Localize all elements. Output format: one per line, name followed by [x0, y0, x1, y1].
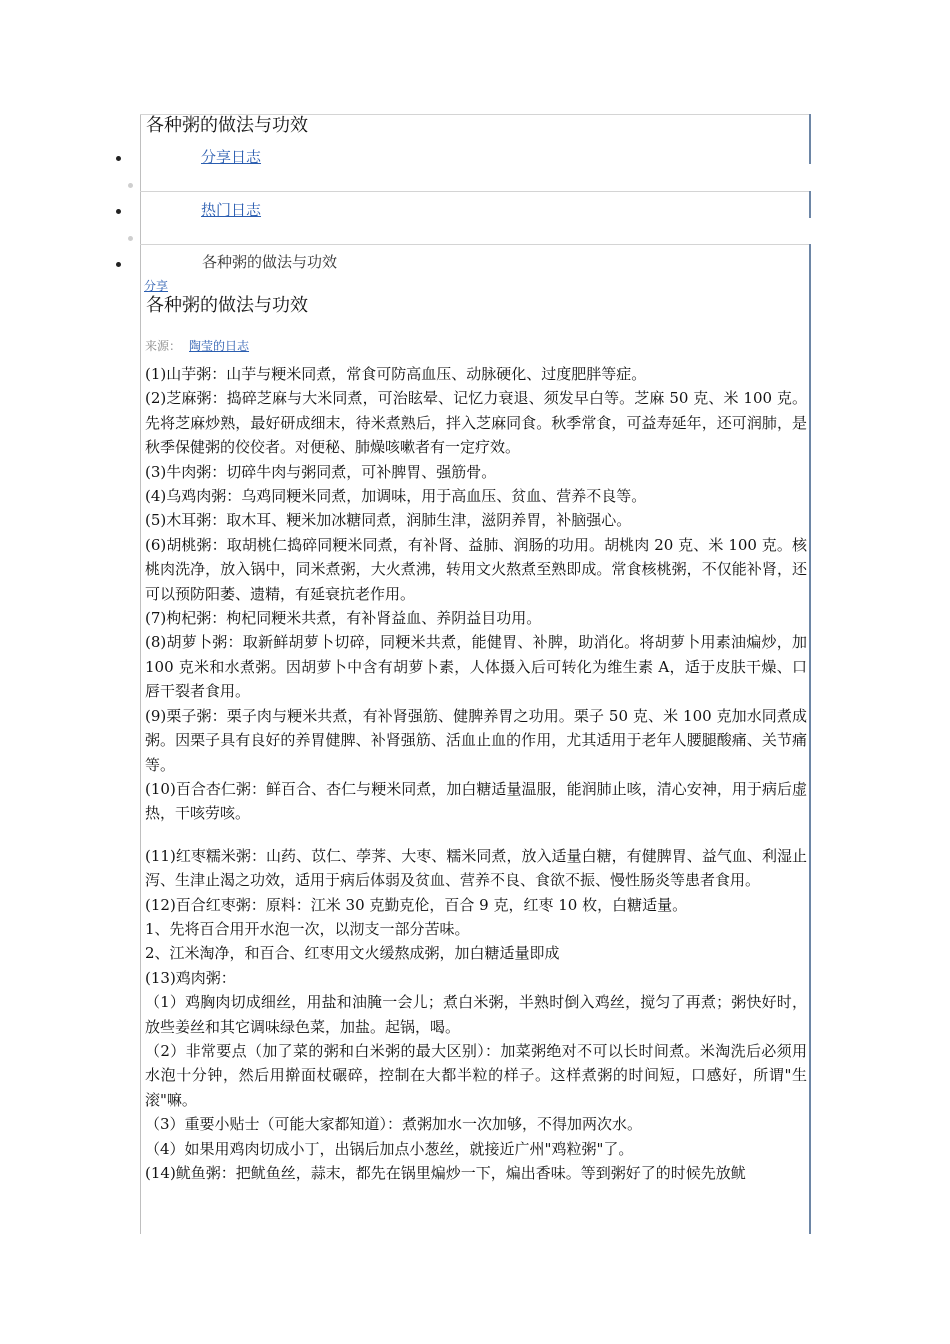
- bullet-icon: [128, 183, 133, 188]
- divider-2: [140, 191, 810, 192]
- article-body: [145, 362, 807, 1185]
- article-paragraph: (10)百合杏仁粥：鲜百合、杏仁与粳米同煮，加白糖适量温服，能润肺止咳，清心安神，用于病后虚热，干咳劳咳。: [145, 779, 807, 823]
- article-paragraph: 2、江米淘净，和百合、红枣用文火缓熬成粥，加白糖适量即成: [145, 944, 560, 963]
- divider-3: [140, 244, 810, 245]
- article-title: 各种粥的做法与功效: [146, 295, 308, 316]
- article-paragraph: (6)胡桃粥：取胡桃仁捣碎同粳米同煮，有补肾、益肺、润肠的功用。胡桃肉 20 克、米 100 克。核桃肉洗净，放入锅中，同米煮粥，大火煮沸，转用文火熬煮至熟即成。常食核桃粥，不仅能补肾，还可以预防阳萎、遗精，有延衰抗老作用。: [145, 535, 807, 603]
- bullet-icon: [128, 236, 133, 241]
- divider-right-3: [809, 244, 811, 1234]
- article-paragraph: (14)鱿鱼粥：把鱿鱼丝，蒜末，都先在锅里煸炒一下，煸出香味。等到粥好了的时候先放鱿: [145, 1164, 746, 1182]
- source-label: 来源：: [145, 339, 182, 353]
- source-author-link[interactable]: 陶莹的日志: [189, 339, 250, 353]
- article-paragraph: (2)芝麻粥：捣碎芝麻与大米同煮，可治眩晕、记忆力衰退、须发早白等。芝麻 50 克、米 100 克。先将芝麻炒熟，最好研成细末，待米煮熟后，拌入芝麻同食。秋季常食，可益寿延年，还可润肺，是秋季保健粥的佼佼者。对便秘、肺燥咳嗽者有一定疗效。: [145, 389, 807, 457]
- article-paragraph: (4)乌鸡肉粥：乌鸡同粳米同煮，加调味，用于高血压、贫血、营养不良等。: [145, 487, 647, 506]
- article-paragraphs-2: [145, 844, 807, 1186]
- article-paragraph: (13)鸡肉粥：: [145, 968, 236, 987]
- article-paragraph: (5)木耳粥：取木耳、粳米加冰糖同煮，润肺生津，滋阴养胃，补脑强心。: [145, 511, 632, 530]
- divider-right-1: [809, 114, 811, 164]
- article-paragraph: (11)红枣糯米粥：山药、苡仁、荸荠、大枣、糯米同煮，放入适量白糖，有健脾胃、益气血、利湿止泻、生津止渴之功效，适用于病后体弱及贫血、营养不良、食欲不振、慢性肠炎等患者食用。: [145, 846, 807, 890]
- article-paragraph: （3）重要小贴士（可能大家都知道）：煮粥加水一次加够，不得加两次水。: [145, 1115, 643, 1134]
- article-paragraph: (9)栗子粥：栗子肉与粳米共煮，有补肾强筋、健脾养胃之功用。栗子 50 克、米 100 克加水同煮成粥。因栗子具有良好的养胃健脾、补肾强筋、活血止血的作用，尤其适用于老年人腰腿酸痛、关节痛等。: [145, 706, 807, 774]
- share-blog-link[interactable]: 分享日志: [201, 148, 262, 166]
- article-paragraph: (3)牛肉粥：切碎牛肉与粥同煮，可补脾胃、强筋骨。: [145, 462, 497, 481]
- article-paragraph: （2）非常要点（加了菜的粥和白米粥的最大区别）：加菜粥绝对不可以长时间煮。米淘洗后必须用水泡十分钟，然后用擀面杖碾碎，控制在大都半粒的样子。这样煮粥的时间短，口感好，所谓"生滚"嘛。: [145, 1041, 807, 1109]
- bullet-icon: [116, 156, 121, 161]
- article-paragraph: （1）鸡胸肉切成细丝，用盐和油腌一会儿；煮白米粥，半熟时倒入鸡丝，搅匀了再煮；粥快好时，放些姜丝和其它调味绿色菜，加盐。起锅，喝。: [145, 993, 807, 1036]
- current-blog-title: 各种粥的做法与功效: [202, 253, 338, 271]
- article-paragraph: (12)百合红枣粥：原料：江米 30 克勤克伦，百合 9 克，红枣 10 枚，白糖适量。: [145, 895, 688, 914]
- bullet-icon: [116, 209, 121, 214]
- content-left-border: [140, 114, 141, 1234]
- hot-blog-link[interactable]: 热门日志: [201, 201, 262, 219]
- article-source: [145, 337, 249, 354]
- article-paragraph: （4）如果用鸡肉切成小丁，出锅后加点小葱丝，就接近广州"鸡粒粥"了。: [145, 1139, 634, 1158]
- article-paragraph: (1)山芋粥：山芋与粳米同煮，常食可防高血压、动脉硬化、过度肥胖等症。: [145, 365, 647, 383]
- article-paragraphs-1: [145, 362, 807, 826]
- paragraph-gap: [145, 826, 807, 844]
- share-link[interactable]: 分享: [144, 279, 169, 293]
- divider-right-2: [809, 191, 811, 218]
- article-paragraph: (8)胡萝卜粥：取新鲜胡萝卜切碎，同粳米共煮，能健胃、补脾，助消化。将胡萝卜用素油煸炒，加 100 克米和水煮粥。因胡萝卜中含有胡萝卜素，人体摄入后可转化为维生素 A，适于皮肤干燥、口唇干裂者食用。: [145, 633, 807, 701]
- article-paragraph: 1、先将百合用开水泡一次，以沏支一部分苦味。: [145, 919, 470, 938]
- article-paragraph: (7)枸杞粥：枸杞同粳米共煮，有补肾益血、养阴益目功用。: [145, 609, 542, 628]
- page-title: 各种粥的做法与功效: [146, 115, 308, 136]
- bullet-icon: [116, 262, 121, 267]
